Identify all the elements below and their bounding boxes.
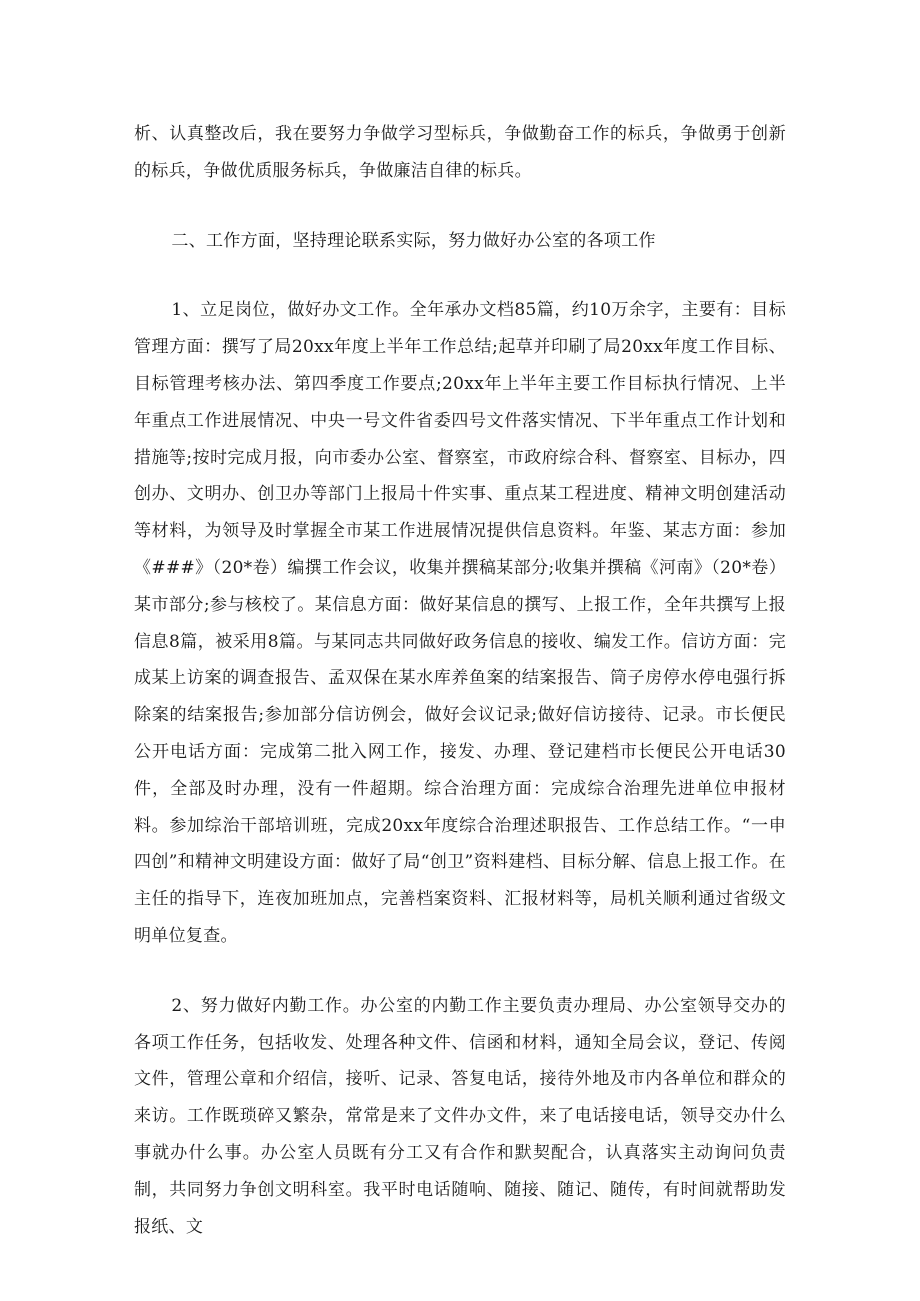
section-heading: 二、工作方面，坚持理论联系实际，努力做好办公室的各项工作 xyxy=(171,230,656,251)
document-body xyxy=(134,116,786,1245)
paragraph-gap xyxy=(134,955,786,988)
paragraph-continuation: 析、认真整改后，我在要努力争做学习型标兵，争做勤奋工作的标兵，争做勇于创新的标兵，争做优质服务标兵，争做廉洁自律的标兵。 xyxy=(134,124,786,181)
paragraph-gap xyxy=(134,259,786,292)
paragraph-internal-duties: 2、努力做好内勤工作。办公室的内勤工作主要负责办理局、办公室领导交办的各项工作任务，包括收发、处理各种文件、信函和材料，通知全局会议，登记、传阅文件，管理公章和介绍信，接听、记录、答复电话，接待外地及市内各单位和群众的来访。工作既琐碎又繁杂，常常是来了文件办文件，来了电话接电话，领导交办什么事就办什么事。办公室人员既有分工又有合作和默契配合，认真落实主动询问负责制，共同努力争创文明科室。我平时电话随响、随接、随记、随传，有时间就帮助发报纸、文 xyxy=(134,995,786,1237)
paragraph-gap xyxy=(134,190,786,223)
paragraph-office-writing: 1、立足岗位，做好办文工作。全年承办文档85篇，约10万余字，主要有：目标管理方面：撰写了局20xx年度上半年工作总结;起草并印刷了局20xx年度工作目标、目标管理考核办法、第四季度工作要点;20xx年上半年主要工作目标执行情况、上半年重点工作进展情况、中央一号文件省委四号文件落实情况、下半年重点工作计划和措施等;按时完成月报，向市委办公室、督察室，市政府综合科、督察室、目标办，四创办、文明办、创卫办等部门上报局十件实事、重点某工程进度、精神文明创建活动等材料，为领导及时掌握全市某工作进展情况提供信息资料。年鉴、某志方面：参加《###》（20*卷）编撰工作会议，收集并撰稿某部分;收集并撰稿《河南》（20*卷）某市部分;参与核校了。某信息方面：做好某信息的撰写、上报工作，全年共撰写上报信息8篇，被采用8篇。与某同志共同做好政务信息的接收、编发工作。信访方面：完成某上访案的调查报告、孟双保在某水库养鱼案的结案报告、筒子房停水停电强行拆除案的结案报告;参加部分信访例会，做好会议记录;做好信访接待、记录。市长便民公开电话方面：完成第二批入网工作，接发、办理、登记建档市长便民公开电话30件，全部及时办理，没有一件超期。综合治理方面：完成综合治理先进单位申报材料。参加综治干部培训班，完成20xx年度综合治理述职报告、工作总结工作。“一申四创”和精神文明建设方面：做好了局“创卫”资料建档、目标分解、信息上报工作。在主任的指导下，连夜加班加点，完善档案资料、汇报材料等，局机关顺利通过省级文明单位复查。 xyxy=(134,300,786,946)
